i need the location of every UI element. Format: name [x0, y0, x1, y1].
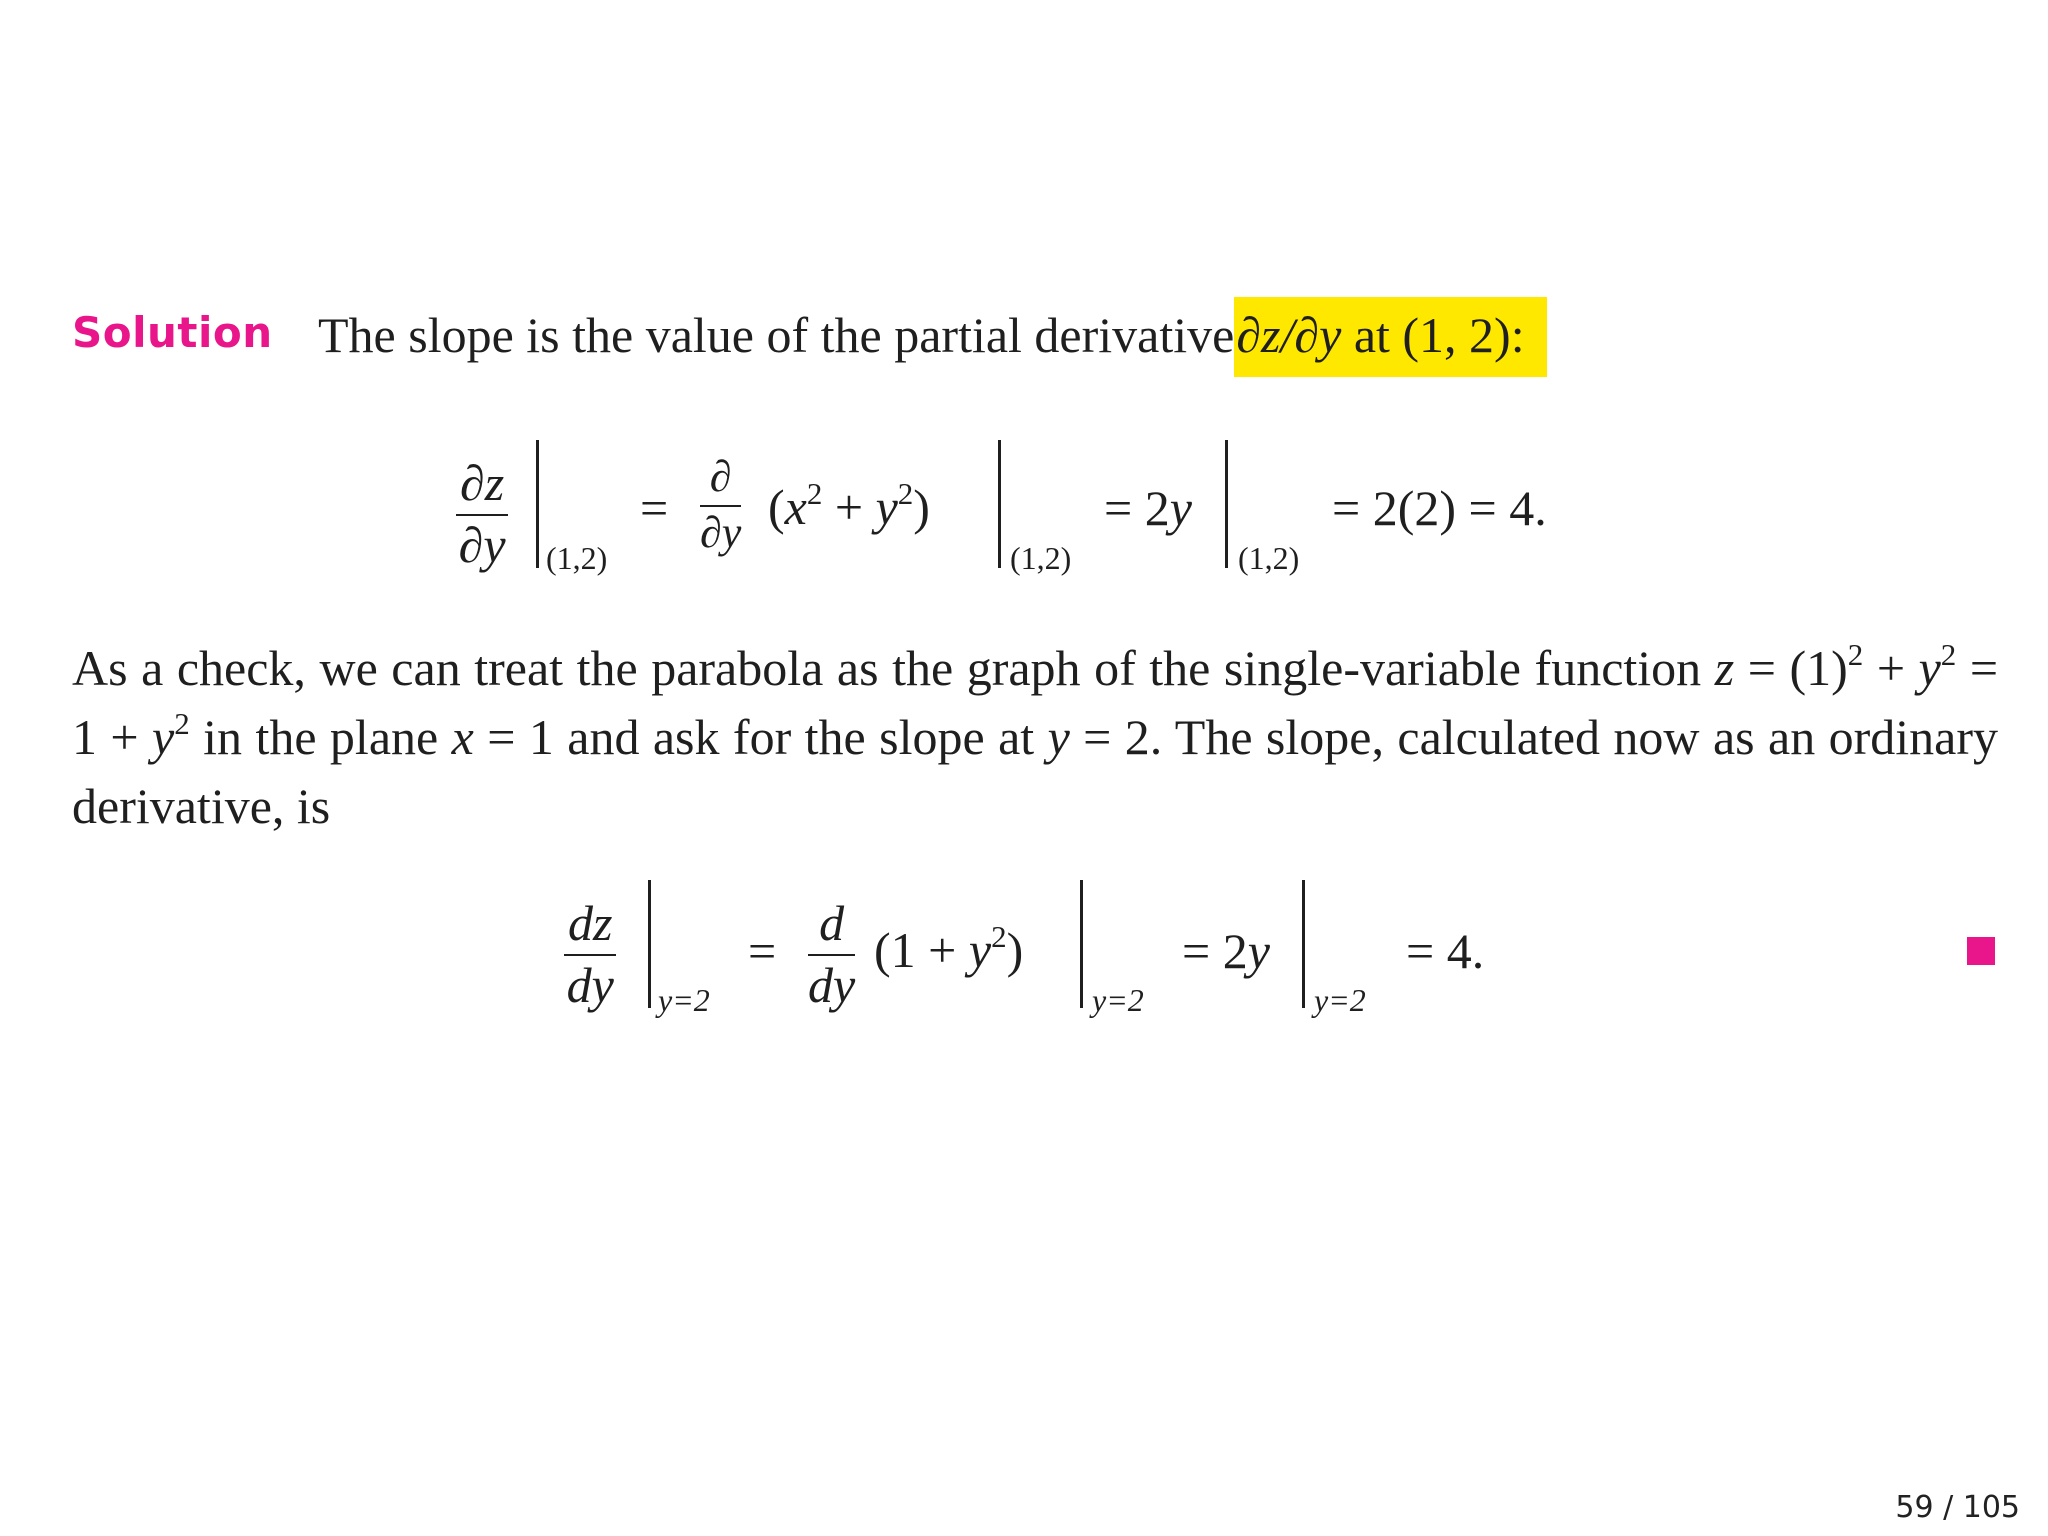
- eq2-operator-denominator: dy: [808, 957, 856, 1013]
- eq1-operator-fraction: [700, 452, 742, 557]
- eq2-eval-bar-2: [1080, 880, 1083, 1008]
- eq2-eval-bar-1: [648, 880, 651, 1008]
- check-paragraph: As a check, we can treat the parabola as the graph of the single-variable function $z = (1)^2 + y^2 = 1 + y^2$ in the plane x = 1 and ask for the slope at y = 2. The slope, calculated now as an ordinary derivative, is: [72, 637, 1999, 834]
- eq1-lhs-fraction: [456, 455, 508, 573]
- eq2-result: = 4.: [1406, 923, 1485, 979]
- eq1-result: = 2(2) = 4.: [1332, 480, 1547, 536]
- eq1-middle: = 2y: [1104, 480, 1192, 536]
- eq1-lhs-denominator: ∂y: [458, 517, 506, 573]
- eq1-equals-1: =: [640, 480, 669, 536]
- eq1-operator-numerator: ∂: [700, 455, 741, 507]
- eq2-lhs-denominator: dy: [566, 957, 614, 1013]
- solution-label: Solution: [72, 308, 273, 357]
- highlighted-text: ∂z/∂y at (1, 2):: [1234, 297, 1546, 377]
- eq1-eval-point-1: (1,2): [546, 540, 608, 576]
- eq1-lhs-numerator: ∂z: [456, 458, 508, 516]
- end-of-proof-marker: [1967, 937, 1995, 965]
- eq1-eval-point-3: (1,2): [1238, 540, 1300, 576]
- eq2-operator-fraction: [808, 895, 856, 1013]
- eq2-lhs-fraction: [564, 895, 616, 1013]
- eq1-eval-bar-2: [998, 440, 1001, 568]
- eq2-eval-point-3: y=2: [1314, 982, 1366, 1018]
- intro-text: The slope is the value of the partial derivative: [318, 307, 1235, 363]
- eq1-eval-bar-1: [536, 440, 539, 568]
- eq2-equals-1: =: [748, 923, 777, 979]
- eq2-expression: $(1 + y^2)$: [874, 919, 1024, 978]
- eq2-eval-point-1: y=2: [658, 982, 710, 1018]
- page-number: 59 / 105: [1895, 1490, 2020, 1525]
- eq1-eval-bar-3: [1225, 440, 1228, 568]
- intro-sentence: [318, 306, 1547, 364]
- eq1-expression: $(x^2 + y^2)$: [768, 476, 930, 535]
- eq2-operator-numerator: d: [808, 898, 855, 956]
- eq2-eval-bar-3: [1302, 880, 1305, 1008]
- eq2-lhs-numerator: dz: [564, 898, 616, 956]
- eq2-middle: = 2y: [1182, 923, 1270, 979]
- eq2-eval-point-2: y=2: [1092, 982, 1144, 1018]
- eq1-operator-denominator: ∂y: [700, 508, 742, 557]
- eq1-eval-point-2: (1,2): [1010, 540, 1072, 576]
